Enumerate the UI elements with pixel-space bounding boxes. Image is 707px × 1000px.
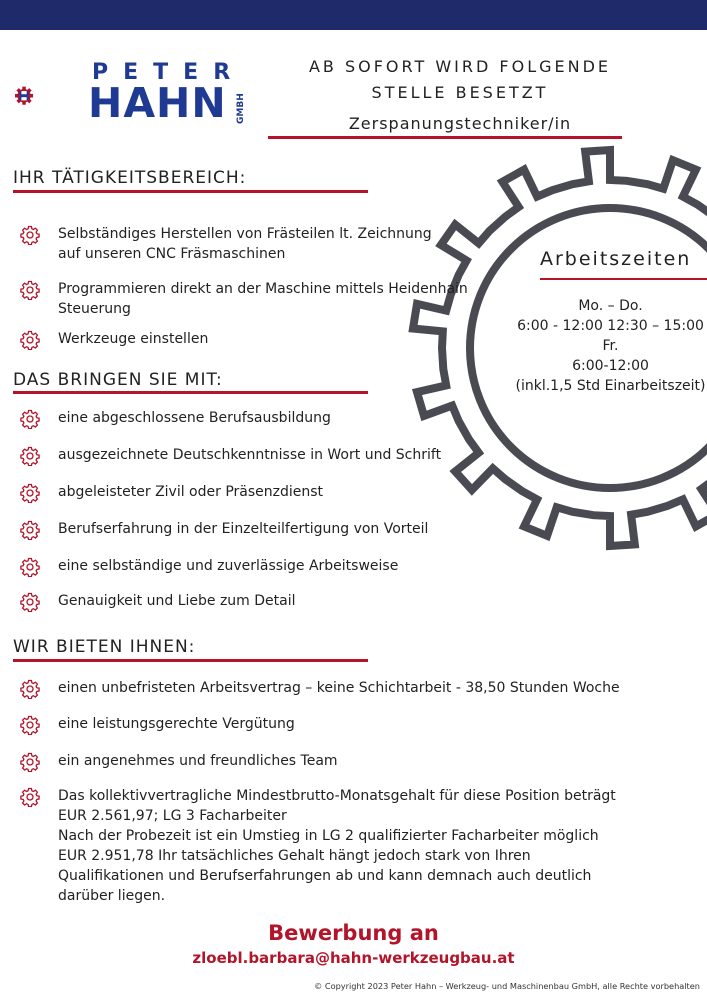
list-item-text: ausgezeichnete Deutschkenntnisse in Wort und Schrift xyxy=(58,447,442,463)
gear-bullet-icon xyxy=(20,483,40,503)
list-item-text: Berufserfahrung in der Einzelteilfertigung von Vorteil xyxy=(58,521,429,537)
arbeitszeiten-title: Arbeitszeiten xyxy=(540,248,692,270)
divider xyxy=(13,190,368,193)
logo-gear-icon xyxy=(15,64,85,128)
divider xyxy=(13,391,368,394)
list-item-text: eine abgeschlossene Berufsausbildung xyxy=(58,410,331,426)
list-item-text: abgeleisteter Zivil oder Präsenzdienst xyxy=(58,484,324,500)
arbeitszeiten-text: Mo. – Do. 6:00 - 12:00 12:30 – 15:00 Fr. 6:00-12:00 (inkl.1,5 Std Einarbeitszeit) xyxy=(515,298,706,394)
list-item-text: einen unbefristeten Arbeitsvertrag – keine Schichtarbeit - 38,50 Stunden Woche xyxy=(58,680,620,696)
list-item-text: Selbständiges Herstellen von Frästeilen lt. Zeichnung auf unseren CNC Fräsmaschinen xyxy=(58,226,432,262)
logo-hahn-text: HAHN xyxy=(88,79,227,127)
gear-bullet-icon xyxy=(20,280,40,300)
headline-line-1: AB SOFORT WIRD FOLGENDE xyxy=(308,57,612,76)
section-title-taetigkeit: IHR TÄTIGKEITSBEREICH: xyxy=(13,168,247,188)
list-item-text: Programmieren direkt an der Maschine mittels Heidenhain Steuerung xyxy=(58,281,468,317)
list-item-text: Genauigkeit und Liebe zum Detail xyxy=(58,593,296,609)
gear-bullet-icon xyxy=(20,592,40,612)
headline xyxy=(270,54,650,106)
list-item-text: Das kollektivvertragliche Mindestbrutto-Monatsgehalt für diese Position beträgt EUR 2.561,97; LG 3 Facharbeiter Nach der Probezeit ist ein Umstieg in LG 2 qualifizierter Facharbeiter möglich EUR 2.951,78 Ihr tatsächliches Gehalt hängt jedoch stark von Ihren Qualifikationen und Berufserfahrungen ab und kann demnach auch deutlich darüber liegen. xyxy=(58,788,616,904)
apply-email-link[interactable]: zloebl.barbara@hahn-werkzeugbau.at xyxy=(192,949,515,967)
top-banner xyxy=(0,0,707,30)
gear-bullet-icon xyxy=(20,787,40,807)
gear-bullet-icon xyxy=(20,409,40,429)
logo-gmbh-text: GMBH xyxy=(236,93,246,124)
gear-bullet-icon xyxy=(20,715,40,735)
gear-bullet-icon xyxy=(20,446,40,466)
apply-heading: Bewerbung an xyxy=(268,921,439,945)
divider xyxy=(13,659,368,662)
gear-bullet-icon xyxy=(20,225,40,245)
gear-bullet-icon xyxy=(20,330,40,350)
section-title-bringen: DAS BRINGEN SIE MIT: xyxy=(13,370,223,390)
list-item-text: eine selbständige und zuverlässige Arbeitsweise xyxy=(58,558,399,574)
list-item-text: eine leistungsgerechte Vergütung xyxy=(58,716,295,732)
gear-bullet-icon xyxy=(20,752,40,772)
job-title: Zerspanungstechniker/in xyxy=(348,114,572,133)
copyright-text: © Copyright 2023 Peter Hahn – Werkzeug- und Maschinenbau GmbH, alle Rechte vorbehalten xyxy=(314,981,700,991)
headline-line-2: STELLE BESETZT xyxy=(371,83,549,102)
divider xyxy=(540,278,707,280)
gear-bullet-icon xyxy=(20,557,40,577)
list-item-text: Werkzeuge einstellen xyxy=(58,331,209,347)
logo-peter-text: PETER xyxy=(92,60,246,85)
gear-bullet-icon xyxy=(20,679,40,699)
section-title-bieten: WIR BIETEN IHNEN: xyxy=(13,637,196,657)
gear-bullet-icon xyxy=(20,520,40,540)
list-item-text: ein angenehmes und freundliches Team xyxy=(58,753,338,769)
